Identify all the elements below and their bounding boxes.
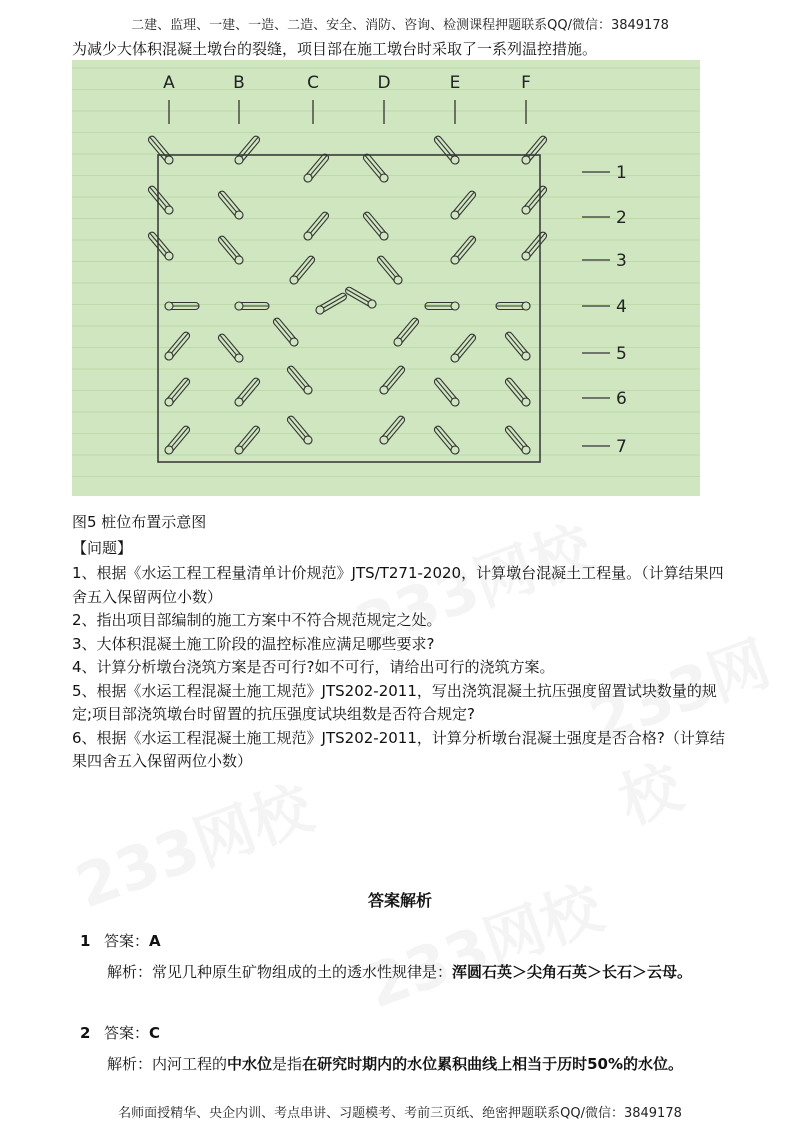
explanation-bold: 浑圆石英＞尖角石英＞长石＞云母。 xyxy=(452,963,693,981)
question-item: 6、根据《水运工程混凝土施工规范》JTS202-2011，计算分析墩台混凝土强度是否合格?（计算结果四舍五入保留两位小数） xyxy=(72,728,725,770)
intro-text: 为减少大体积混凝土墩台的裂缝，项目部在施工墩台时采取了一系列温控措施。 xyxy=(72,40,598,58)
row-label-4: 4 xyxy=(616,297,627,317)
question-item: 4、计算分析墩台浇筑方案是否可行?如不可行，请给出可行的浇筑方案。 xyxy=(72,658,555,676)
explanation-2 xyxy=(107,1052,727,1076)
question-item: 3、大体积混凝土施工阶段的温控标准应满足哪些要求? xyxy=(72,634,435,653)
question-item: 2、指出项目部编制的施工方案中不符合规范规定之处。 xyxy=(72,611,442,629)
column-label-B: B xyxy=(233,73,245,93)
answers-title: 答案解析 xyxy=(367,891,432,910)
row-label-3: 3 xyxy=(616,251,627,271)
question-item: 5、根据《水运工程混凝土施工规范》JTS202-2011，写出浇筑混凝土抗压强度留置试块数量的规定;项目部浇筑墩台时留置的抗压强度试块组数是否符合规定? xyxy=(72,681,717,723)
question-item: 1、根据《水运工程工程量清单计价规范》JTS/T271-2020，计算墩台混凝土工程量。（计算结果四舍五入保留两位小数） xyxy=(72,564,724,606)
answer-value: C xyxy=(149,1024,161,1042)
questions-title: 【问题】 xyxy=(72,539,133,557)
answer-2 xyxy=(80,1022,160,1043)
row-label-2: 2 xyxy=(616,208,627,228)
answer-1 xyxy=(80,930,161,951)
column-label-D: D xyxy=(377,73,391,93)
explanation-label: 解析： xyxy=(107,963,153,981)
pile-layout-figure xyxy=(72,60,700,496)
explanation-text: 内河工程的 xyxy=(152,1055,228,1073)
explanation-text: 是指 xyxy=(272,1055,303,1073)
explanation-label: 解析： xyxy=(107,1055,153,1073)
questions-list xyxy=(72,562,728,774)
answer-label: 答案： xyxy=(104,1024,150,1042)
column-label-E: E xyxy=(449,73,461,93)
answer-number: 2 xyxy=(80,1024,91,1042)
answer-number: 1 xyxy=(80,932,91,950)
explanation-bold: 中水位 xyxy=(227,1055,273,1073)
column-label-F: F xyxy=(521,73,531,93)
explanation-1 xyxy=(107,960,727,984)
row-label-6: 6 xyxy=(616,389,627,409)
column-label-A: A xyxy=(163,73,175,93)
explanation-text: 常见几种原生矿物组成的土的透水性规律是： xyxy=(152,963,453,981)
column-label-C: C xyxy=(307,73,319,93)
page-header: 二建、监理、一建、一造、二造、安全、消防、咨询、检测课程押题联系QQ/微信：3849178 xyxy=(131,18,669,33)
row-label-5: 5 xyxy=(616,344,627,364)
answer-value: A xyxy=(149,932,161,950)
explanation-bold: 在研究时期内的水位累积曲线上相当于历时50%的水位。 xyxy=(302,1055,683,1073)
figure-caption: 图5 桩位布置示意图 xyxy=(72,513,207,531)
row-label-7: 7 xyxy=(616,437,627,457)
watermark xyxy=(353,861,613,1026)
page-footer: 名师面授精华、央企内训、考点串讲、习题模考、考前三页纸、绝密押题联系QQ/微信：3849178 xyxy=(118,1106,682,1121)
row-label-1: 1 xyxy=(616,163,627,183)
answer-label: 答案： xyxy=(104,932,150,950)
